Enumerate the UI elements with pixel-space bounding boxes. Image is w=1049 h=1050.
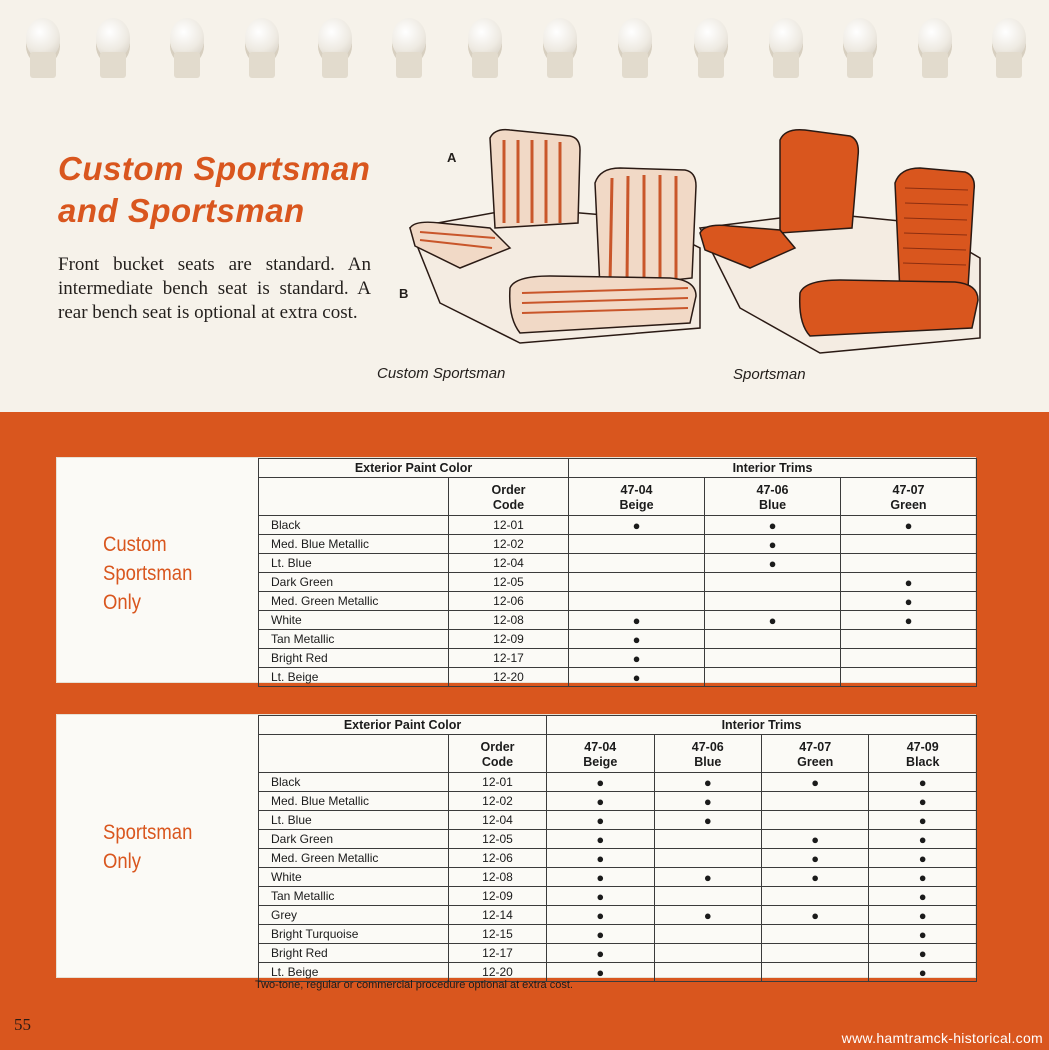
availability-dot: ●: [654, 811, 761, 830]
trim-name: Beige: [583, 755, 618, 769]
availability-dot: ●: [869, 830, 977, 849]
availability-dot: ●: [547, 811, 654, 830]
trim-name: Green: [890, 498, 927, 512]
availability-dot: ●: [569, 649, 705, 668]
availability-empty: [705, 573, 841, 592]
availability-dot: ●: [840, 592, 976, 611]
availability-dot: ●: [547, 887, 654, 906]
table-row: [259, 925, 977, 944]
table-row: [259, 573, 977, 592]
trim-name: Blue: [694, 755, 722, 769]
availability-dot: ●: [869, 811, 977, 830]
order-code-value: 12-05: [449, 573, 569, 592]
paint-color-name: Tan Metallic: [259, 630, 449, 649]
order-code-value: 12-01: [449, 516, 569, 535]
sportsman-panel: [56, 714, 976, 978]
table-row: [259, 944, 977, 963]
order-code-value: 12-06: [449, 849, 547, 868]
availability-empty: [840, 649, 976, 668]
availability-dot: ●: [569, 516, 705, 535]
header-trim-beige: [569, 478, 705, 516]
brochure-top-section: [0, 0, 1049, 412]
availability-dot: ●: [840, 573, 976, 592]
availability-dot: ●: [840, 516, 976, 535]
binding-tab: [100, 52, 126, 78]
trim-code: 47-04: [584, 740, 617, 754]
availability-dot: ●: [761, 906, 868, 925]
custom-sportsman-only-label: [103, 530, 192, 617]
paint-color-name: Lt. Beige: [259, 668, 449, 687]
order-code-line: Order: [491, 483, 526, 497]
paint-color-name: Lt. Blue: [259, 554, 449, 573]
availability-empty: [840, 630, 976, 649]
paint-color-name: Med. Green Metallic: [259, 592, 449, 611]
availability-empty: [654, 963, 761, 982]
header-trim-beige: [547, 735, 654, 773]
availability-empty: [654, 925, 761, 944]
availability-empty: [761, 963, 868, 982]
table-row: [259, 592, 977, 611]
paint-color-name: White: [259, 611, 449, 630]
title-line-1: Custom Sportsman: [58, 150, 371, 187]
footnote: Two-tone, regular or commercial procedure optional at extra cost.: [255, 979, 573, 991]
binding-tab: [249, 52, 275, 78]
order-code-value: 12-15: [449, 925, 547, 944]
header-trim-blue: [705, 478, 841, 516]
trim-code: 47-04: [620, 483, 653, 497]
availability-dot: ●: [569, 668, 705, 687]
table-row: [259, 554, 977, 573]
binding-tab: [30, 52, 56, 78]
header-trim-green: [761, 735, 868, 773]
paint-color-name: Bright Red: [259, 944, 449, 963]
header-color-blank: [259, 478, 449, 516]
custom-sportsman-panel: [56, 457, 976, 683]
paint-color-name: Med. Blue Metallic: [259, 535, 449, 554]
availability-dot: ●: [547, 792, 654, 811]
availability-empty: [569, 535, 705, 554]
order-code-value: 12-04: [449, 811, 547, 830]
table-row: [259, 773, 977, 792]
seat-illustration: [400, 128, 1000, 378]
header-trim-green: [840, 478, 976, 516]
availability-dot: ●: [654, 868, 761, 887]
header-color-blank: [259, 735, 449, 773]
availability-empty: [761, 887, 868, 906]
availability-dot: ●: [869, 887, 977, 906]
table-row: [259, 535, 977, 554]
binding-tab: [322, 52, 348, 78]
order-code-value: 12-09: [449, 630, 569, 649]
availability-dot: ●: [869, 963, 977, 982]
availability-dot: ●: [761, 773, 868, 792]
order-code-value: 12-20: [449, 963, 547, 982]
availability-dot: ●: [840, 611, 976, 630]
figure-label-a: A: [447, 150, 457, 165]
binding-tab: [396, 52, 422, 78]
order-code-value: 12-05: [449, 830, 547, 849]
availability-empty: [761, 925, 868, 944]
availability-dot: ●: [705, 554, 841, 573]
availability-empty: [654, 887, 761, 906]
paint-color-name: Med. Green Metallic: [259, 849, 449, 868]
availability-empty: [840, 535, 976, 554]
availability-empty: [705, 592, 841, 611]
availability-dot: ●: [547, 925, 654, 944]
trim-name: Green: [797, 755, 834, 769]
availability-dot: ●: [547, 849, 654, 868]
paint-color-name: Tan Metallic: [259, 887, 449, 906]
trim-code: 47-06: [756, 483, 789, 497]
table-row: [259, 792, 977, 811]
order-code-line: Code: [492, 498, 525, 512]
order-code-value: 12-02: [449, 535, 569, 554]
availability-dot: ●: [705, 611, 841, 630]
header-exterior-paint: Exterior Paint Color: [259, 716, 547, 735]
table-row: [259, 668, 977, 687]
availability-empty: [761, 792, 868, 811]
trim-name: Beige: [619, 498, 654, 512]
table-row: [259, 906, 977, 925]
order-code-value: 12-04: [449, 554, 569, 573]
availability-empty: [654, 849, 761, 868]
availability-empty: [654, 944, 761, 963]
availability-dot: ●: [569, 611, 705, 630]
availability-empty: [840, 668, 976, 687]
header-interior-trims: Interior Trims: [547, 716, 977, 735]
availability-empty: [569, 592, 705, 611]
trim-code: 47-09: [906, 740, 939, 754]
availability-empty: [569, 573, 705, 592]
binding-tab: [996, 52, 1022, 78]
table-row: [259, 849, 977, 868]
paint-color-name: Dark Green: [259, 573, 449, 592]
availability-dot: ●: [547, 906, 654, 925]
availability-dot: ●: [761, 868, 868, 887]
binding-tab: [622, 52, 648, 78]
table-row: [259, 868, 977, 887]
order-code-value: 12-01: [449, 773, 547, 792]
sportsman-seats: [700, 130, 980, 353]
availability-dot: ●: [547, 868, 654, 887]
availability-empty: [840, 554, 976, 573]
paint-color-name: Black: [259, 516, 449, 535]
page-number: 55: [14, 1015, 31, 1034]
availability-dot: ●: [869, 792, 977, 811]
order-code-value: 12-20: [449, 668, 569, 687]
table-row: [259, 830, 977, 849]
availability-dot: ●: [869, 925, 977, 944]
order-code-line: Order: [480, 740, 515, 754]
order-code-value: 12-02: [449, 792, 547, 811]
availability-empty: [761, 944, 868, 963]
availability-dot: ●: [869, 773, 977, 792]
trim-code: 47-06: [691, 740, 724, 754]
availability-dot: ●: [761, 849, 868, 868]
binding-tab: [547, 52, 573, 78]
availability-dot: ●: [547, 944, 654, 963]
caption-custom-sportsman: Custom Sportsman: [377, 365, 506, 382]
title-line-2: and Sportsman: [58, 192, 305, 229]
availability-empty: [654, 830, 761, 849]
availability-dot: ●: [547, 773, 654, 792]
side-label-line: Sportsman: [103, 821, 193, 844]
availability-dot: ●: [569, 630, 705, 649]
paint-color-name: Grey: [259, 906, 449, 925]
side-label-line: Only: [103, 850, 142, 873]
paint-color-name: Med. Blue Metallic: [259, 792, 449, 811]
availability-dot: ●: [705, 516, 841, 535]
paint-color-name: Black: [259, 773, 449, 792]
availability-dot: ●: [869, 944, 977, 963]
binding-tab: [773, 52, 799, 78]
order-code-value: 12-14: [449, 906, 547, 925]
order-code-value: 12-17: [449, 649, 569, 668]
sportsman-only-label: [103, 818, 192, 876]
availability-empty: [705, 630, 841, 649]
availability-dot: ●: [761, 830, 868, 849]
trim-code: 47-07: [799, 740, 832, 754]
table-row: [259, 516, 977, 535]
availability-dot: ●: [654, 773, 761, 792]
availability-dot: ●: [654, 792, 761, 811]
trim-name: Black: [906, 755, 940, 769]
table-row: [259, 811, 977, 830]
availability-dot: ●: [869, 906, 977, 925]
caption-sportsman: Sportsman: [733, 366, 806, 383]
side-label-line: Only: [103, 591, 142, 614]
availability-dot: ●: [654, 906, 761, 925]
order-code-value: 12-17: [449, 944, 547, 963]
binding-tab: [922, 52, 948, 78]
binding-tab: [174, 52, 200, 78]
header-exterior-paint: Exterior Paint Color: [259, 459, 569, 478]
availability-empty: [705, 668, 841, 687]
availability-dot: ●: [547, 830, 654, 849]
trim-name: Blue: [758, 498, 787, 512]
header-trim-black: [869, 735, 977, 773]
paint-color-name: Bright Turquoise: [259, 925, 449, 944]
table-row: [259, 611, 977, 630]
availability-empty: [569, 554, 705, 573]
availability-dot: ●: [705, 535, 841, 554]
table-row: [259, 649, 977, 668]
availability-dot: ●: [547, 963, 654, 982]
paint-color-name: Bright Red: [259, 649, 449, 668]
order-code-value: 12-08: [449, 868, 547, 887]
header-interior-trims: Interior Trims: [569, 459, 977, 478]
intro-paragraph: Front bucket seats are standard. An intermediate bench seat is standard. A rear bench seat is optional at extra cost.: [58, 254, 371, 323]
side-label-line: Sportsman: [103, 562, 193, 585]
trim-code: 47-07: [892, 483, 925, 497]
header-order-code: [449, 478, 569, 516]
page-title: [58, 148, 370, 232]
availability-dot: ●: [869, 868, 977, 887]
binding-tab: [472, 52, 498, 78]
order-code-value: 12-09: [449, 887, 547, 906]
availability-empty: [705, 649, 841, 668]
order-code-line: Code: [481, 755, 514, 769]
availability-empty: [761, 811, 868, 830]
table-row: [259, 630, 977, 649]
order-code-value: 12-08: [449, 611, 569, 630]
availability-dot: ●: [869, 849, 977, 868]
paint-color-name: Lt. Blue: [259, 811, 449, 830]
header-trim-blue: [654, 735, 761, 773]
order-code-value: 12-06: [449, 592, 569, 611]
paint-color-name: Dark Green: [259, 830, 449, 849]
paint-trim-table-custom: [258, 458, 977, 687]
header-order-code: [449, 735, 547, 773]
paint-trim-table-sportsman: [258, 715, 977, 982]
figure-label-b: B: [399, 286, 409, 301]
table-row: [259, 887, 977, 906]
side-label-line: Custom: [103, 533, 167, 556]
binding-tab: [698, 52, 724, 78]
watermark: www.hamtramck-historical.com: [841, 1030, 1043, 1046]
paint-color-name: White: [259, 868, 449, 887]
binding-tab: [847, 52, 873, 78]
paint-color-name: Lt. Beige: [259, 963, 449, 982]
